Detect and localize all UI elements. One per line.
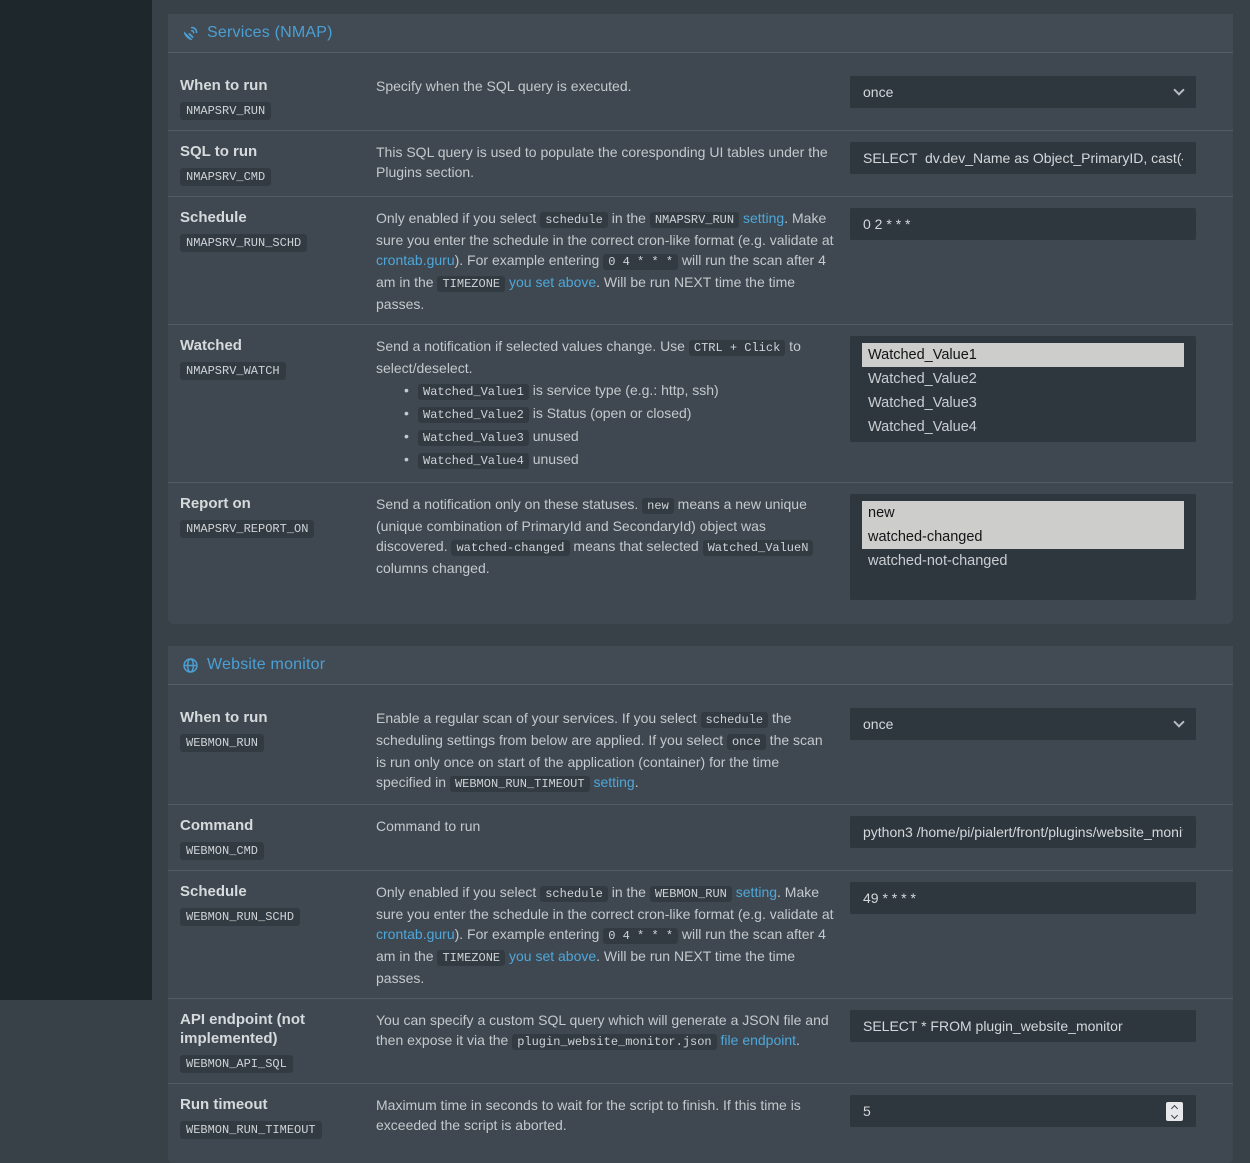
listbox-option[interactable]: Watched_Value1 xyxy=(862,343,1184,367)
setting-label-col xyxy=(180,336,376,380)
setting-key-badge: NMAPSRV_REPORT_ON xyxy=(180,520,314,538)
setting-control-col xyxy=(850,1010,1196,1042)
desc-text: Send a notification if selected values change. Use xyxy=(376,338,689,354)
setting-control-col xyxy=(850,882,1196,914)
desc-text: means that selected xyxy=(569,538,703,554)
inline-code: plugin_website_monitor.json xyxy=(512,1034,716,1050)
section-title: Website monitor xyxy=(207,656,326,673)
setting-control-col xyxy=(850,142,1196,174)
setting-key-badge: NMAPSRV_CMD xyxy=(180,168,271,186)
inline-code: 0 4 * * * xyxy=(603,928,678,944)
setting-label: When to run xyxy=(180,709,268,726)
setting-key-badge: WEBMON_RUN xyxy=(180,734,264,752)
desc-text: Send a notification only on these statuses. xyxy=(376,496,643,512)
desc-text: the scheduling settings from below are applied. If you select xyxy=(376,710,792,748)
spinner-down-icon[interactable] xyxy=(1171,1111,1178,1118)
desc-text: Maximum time in seconds to wait for the script to finish. If this time is exceeded the script is aborted. xyxy=(376,1097,801,1133)
desc-paragraph xyxy=(376,336,836,378)
setting-label: SQL to run xyxy=(180,143,258,160)
desc-paragraph xyxy=(376,816,836,836)
inline-code: once xyxy=(727,734,766,750)
setting-label: Command xyxy=(180,817,254,834)
desc-text: in the xyxy=(607,884,650,900)
setting-label-col xyxy=(180,208,376,252)
setting-control-col xyxy=(850,336,1196,442)
section-header-services-nmap xyxy=(168,14,1233,53)
desc-text: . Make sure you enter the schedule in the correct cron-like format (e.g. validate at xyxy=(376,884,834,922)
nmapsrv_cmd-input[interactable] xyxy=(850,142,1196,174)
desc-text: . Make sure you enter the schedule in the correct cron-like format (e.g. validate at xyxy=(376,210,834,248)
setting-key-badge: NMAPSRV_RUN_SCHD xyxy=(180,234,307,252)
setting-label-col xyxy=(180,76,376,120)
inline-code: schedule xyxy=(540,886,608,902)
desc-paragraph xyxy=(376,1010,836,1052)
setting-description xyxy=(376,142,836,182)
desc-paragraph xyxy=(376,494,836,578)
select-value: once xyxy=(863,716,894,732)
desc-text: . xyxy=(796,1032,800,1048)
setting-control-col xyxy=(850,708,1196,740)
section-title: Services (NMAP) xyxy=(207,24,333,41)
setting-row xyxy=(168,482,1233,624)
desc-text: Specify when the SQL query is executed. xyxy=(376,78,632,94)
webmon_run-select[interactable] xyxy=(850,708,1196,740)
nmapsrv_watch-listbox[interactable] xyxy=(850,336,1196,442)
setting-label-col xyxy=(180,882,376,926)
setting-row xyxy=(168,53,1233,130)
desc-paragraph xyxy=(376,1095,836,1135)
nmapsrv_run-select[interactable] xyxy=(850,76,1196,108)
chevron-down-icon xyxy=(1173,716,1184,727)
bullet-text: unused xyxy=(528,428,579,444)
desc-text: . Will be run NEXT time the time passes. xyxy=(376,274,796,312)
select-value: once xyxy=(863,84,894,100)
setting-row xyxy=(168,998,1233,1083)
webmon_cmd-input[interactable] xyxy=(850,816,1196,848)
setting-key-badge: NMAPSRV_WATCH xyxy=(180,362,286,380)
nmapsrv_report_on-listbox[interactable] xyxy=(850,494,1196,600)
desc-paragraph xyxy=(376,142,836,182)
inline-link[interactable]: file endpoint xyxy=(720,1032,797,1048)
number-input-wrap xyxy=(850,1095,1196,1127)
desc-text: . Will be run NEXT time the time passes. xyxy=(376,948,796,986)
inline-code: schedule xyxy=(540,212,608,228)
desc-text: Enable a regular scan of your services. If you select xyxy=(376,710,701,726)
desc-paragraph xyxy=(376,708,836,794)
setting-control-col xyxy=(850,816,1196,848)
inline-code: Watched_Value4 xyxy=(418,453,529,469)
setting-key-badge: WEBMON_RUN_TIMEOUT xyxy=(180,1121,322,1139)
webmon_run_timeout-number-input[interactable] xyxy=(850,1095,1196,1127)
setting-control-col xyxy=(850,76,1196,108)
setting-label-col xyxy=(180,816,376,860)
chevron-down-icon xyxy=(1173,84,1184,95)
desc-text: This SQL query is used to populate the coresponding UI tables under the Plugins section. xyxy=(376,144,828,180)
desc-text: Only enabled if you select xyxy=(376,884,541,900)
setting-key-badge: WEBMON_CMD xyxy=(180,842,264,860)
setting-description xyxy=(376,1095,836,1135)
setting-description xyxy=(376,494,836,578)
desc-text: You can specify a custom SQL query which will generate a JSON file and then expose it via the xyxy=(376,1012,829,1048)
desc-paragraph xyxy=(376,76,836,96)
setting-description xyxy=(376,816,836,836)
bullet-text: unused xyxy=(528,451,579,467)
listbox-option[interactable]: Watched_Value4 xyxy=(868,419,977,435)
webmon_api_sql-input[interactable] xyxy=(850,1010,1196,1042)
bullet-item xyxy=(376,403,836,426)
setting-description xyxy=(376,208,836,314)
nmapsrv_run_schd-input[interactable] xyxy=(850,208,1196,240)
inline-code: new xyxy=(642,498,674,514)
setting-row xyxy=(168,1083,1233,1163)
desc-text: will run the scan after 4 am in the xyxy=(376,252,826,290)
inline-code: Watched_ValueN xyxy=(703,540,814,556)
satellite-dish-icon xyxy=(182,25,199,42)
setting-row xyxy=(168,870,1233,998)
desc-text: ). For example entering xyxy=(454,926,604,942)
setting-label-col xyxy=(180,494,376,538)
setting-description xyxy=(376,708,836,794)
inline-code: CTRL + Click xyxy=(689,340,785,356)
setting-label: Report on xyxy=(180,495,251,512)
setting-label: Schedule xyxy=(180,209,247,226)
desc-text: Only enabled if you select xyxy=(376,210,541,226)
inline-code: WEBMON_RUN_TIMEOUT xyxy=(450,776,590,792)
listbox-option[interactable]: Watched_Value3 xyxy=(868,395,977,411)
desc-text: Command to run xyxy=(376,818,481,834)
setting-key-badge: NMAPSRV_RUN xyxy=(180,102,271,120)
settings-content xyxy=(152,0,1250,1137)
setting-description xyxy=(376,882,836,988)
inline-code: TIMEZONE xyxy=(437,276,505,292)
setting-description xyxy=(376,1010,836,1052)
inline-link[interactable]: setting xyxy=(593,774,635,790)
listbox-option[interactable]: new xyxy=(862,501,1184,525)
webmon_run_schd-input[interactable] xyxy=(850,882,1196,914)
setting-description xyxy=(376,76,836,96)
number-spinner[interactable] xyxy=(1166,1102,1183,1121)
desc-paragraph xyxy=(376,208,836,314)
setting-row xyxy=(168,324,1233,482)
settings-panels xyxy=(168,14,1233,1163)
bullet-text: is service type (e.g.: http, ssh) xyxy=(528,382,719,398)
setting-label: Run timeout xyxy=(180,1096,268,1113)
spinner-up-icon[interactable] xyxy=(1171,1104,1178,1111)
setting-key-badge: WEBMON_API_SQL xyxy=(180,1055,293,1073)
setting-control-col xyxy=(850,494,1196,600)
desc-text: in the xyxy=(607,210,650,226)
inline-code: Watched_Value3 xyxy=(418,430,529,446)
desc-text: . xyxy=(634,774,639,790)
inline-link[interactable]: crontab.guru xyxy=(376,926,455,942)
setting-row xyxy=(168,685,1233,804)
setting-label-col xyxy=(180,708,376,752)
desc-bullet-list xyxy=(376,380,836,472)
setting-label-col xyxy=(180,142,376,186)
inline-link[interactable]: setting xyxy=(742,210,785,226)
globe-icon xyxy=(182,657,199,674)
desc-text: the scan is run only once on start of the application (container) for the time specified in xyxy=(376,732,823,790)
inline-code: WEBMON_RUN xyxy=(650,886,732,902)
inline-code: Watched_Value1 xyxy=(418,384,529,400)
inline-code: 0 4 * * * xyxy=(603,254,678,270)
listbox-option[interactable]: Watched_Value2 xyxy=(868,371,977,387)
section-header-website-monitor xyxy=(168,646,1233,685)
inline-code: watched-changed xyxy=(451,540,569,556)
desc-text: means a new unique (unique combination of PrimaryId and SecondaryId) object was discovered. xyxy=(376,496,807,554)
setting-label-col xyxy=(180,1010,376,1073)
inline-code: Watched_Value2 xyxy=(418,407,529,423)
setting-label: Schedule xyxy=(180,883,247,900)
desc-text: ). For example entering xyxy=(454,252,604,268)
setting-label: API endpoint (not implemented) xyxy=(180,1011,305,1047)
inline-code: TIMEZONE xyxy=(437,950,505,966)
bullet-text: is Status (open or closed) xyxy=(528,405,692,421)
section-website-monitor xyxy=(168,646,1233,1163)
setting-key-badge: WEBMON_RUN_SCHD xyxy=(180,908,300,926)
desc-text: columns changed. xyxy=(376,560,490,576)
bullet-item xyxy=(376,380,836,403)
setting-control-col xyxy=(850,1095,1196,1127)
setting-description xyxy=(376,336,836,472)
desc-text: will run the scan after 4 am in the xyxy=(376,926,826,964)
listbox-option[interactable]: watched-changed xyxy=(862,525,1184,549)
desc-paragraph xyxy=(376,882,836,988)
setting-label: Watched xyxy=(180,337,242,354)
listbox-option[interactable]: watched-not-changed xyxy=(868,553,1008,569)
setting-row xyxy=(168,804,1233,870)
inline-link[interactable]: crontab.guru xyxy=(376,252,455,268)
inline-code: NMAPSRV_RUN xyxy=(650,212,739,228)
sidebar xyxy=(0,0,152,1000)
setting-label: When to run xyxy=(180,77,268,94)
setting-row xyxy=(168,196,1233,324)
inline-code: schedule xyxy=(701,712,769,728)
desc-text: to select/deselect. xyxy=(376,338,801,376)
section-services-nmap xyxy=(168,14,1233,624)
inline-link[interactable]: you set above xyxy=(508,274,597,290)
setting-row xyxy=(168,130,1233,196)
bullet-item xyxy=(376,426,836,449)
inline-link[interactable]: you set above xyxy=(508,948,597,964)
bullet-item xyxy=(376,449,836,472)
setting-control-col xyxy=(850,208,1196,240)
inline-link[interactable]: setting xyxy=(735,884,778,900)
setting-label-col xyxy=(180,1095,376,1139)
